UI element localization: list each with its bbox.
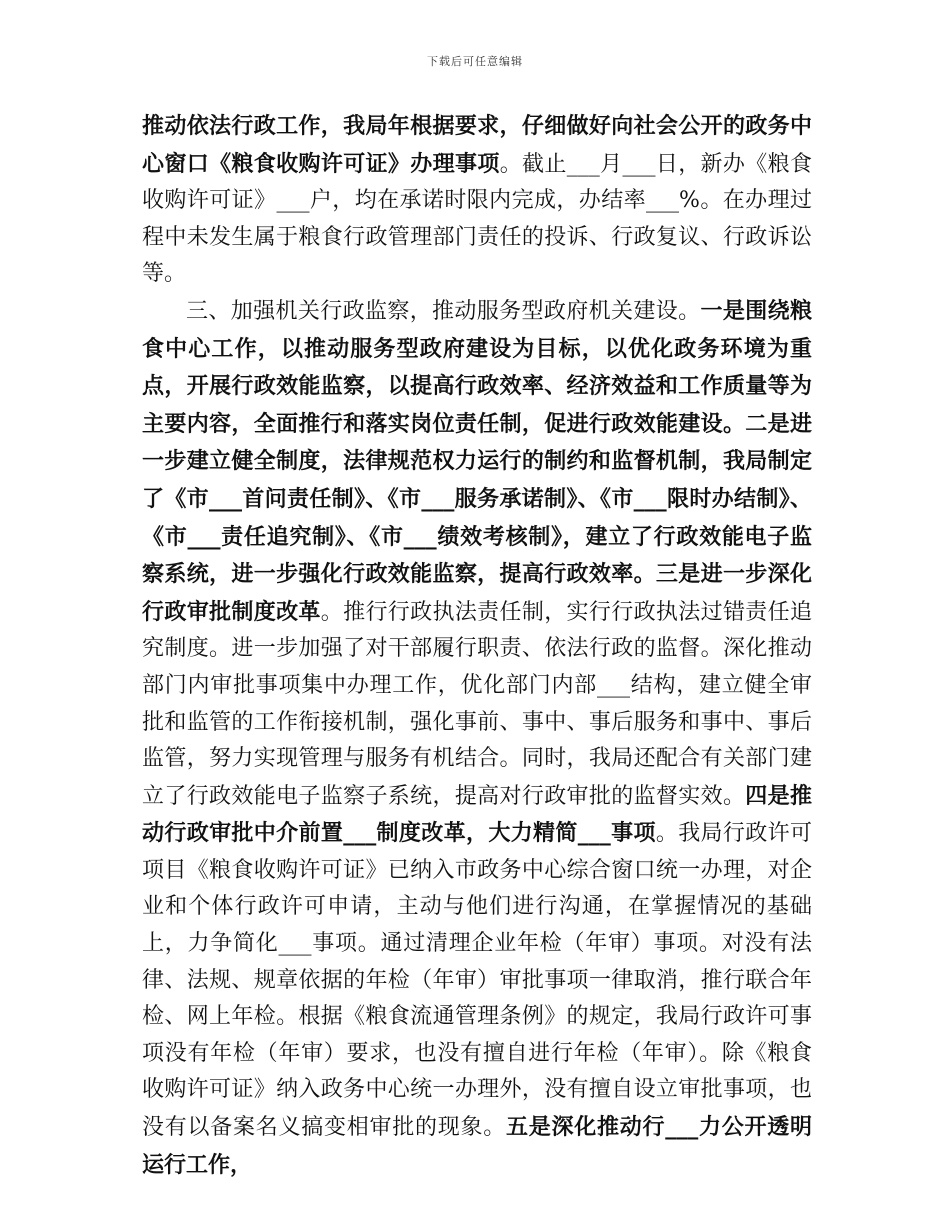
paragraph-1-text: 。截止___月___日，新办《粮食收购许可证》___户，均在承诺时限内完成，办结率___%。在办理过程中未发生属于粮食行政管理部门责任的投诉、行政复议、行政诉讼等。 <box>142 151 813 287</box>
paragraph-2 <box>142 293 812 1184</box>
point-five-bold: 五是深化推动行___力公开透明运行工作， <box>142 1114 812 1178</box>
document-body <box>142 108 812 1184</box>
page-header: 下载后可任意编辑 <box>427 55 523 68</box>
point-three-detail: 。推行行政执法责任制，实行行政执法过错责任追究制度。进一步加强了对干部履行职责、依法行政的监督。深化推动部门内审批事项集中办理工作，优化部门内部___结构，建立健全审批和监管的工作衔接机制，强化事前、事中、事后服务和事中、事后监管，努力实现管理与服务有机结合。同时，我局还配合有关部门建立了行政效能电子监察子系统，提高对行政审批的监督实效。 <box>142 599 812 809</box>
section-three-heading: 三、加强机关行政监察，推动服务型政府机关建设。 <box>186 298 701 324</box>
paragraph-1-bold-lead: 推动依法行政工作，我局年根据要求，仔细做好向社会公开的政务中心窗口《粮食收购许可证》办理事项 <box>142 113 812 177</box>
point-four-detail: 。我局行政许可项目《粮食收购许可证》已纳入市政务中心综合窗口统一办理，对企业和个体行政许可申请，主动与他们进行沟通，在掌握情况的基础上，力争简化___事项。通过清理企业年检（年审）事项。对没有法律、法规、规章依据的年检（年审）审批事项一律取消，推行联合年检、网上年检。根据《粮食流通管理条例》的规定，我局行政许可事项没有年检（年审）要求，也没有擅自进行年检（年审）。除《粮食收购许可证》纳入政务中心统一办理外，没有擅自设立审批事项，也没有以备案名义搞变相审批的现象。 <box>142 821 812 1141</box>
point-four-bold: 四是推动行政审批中介前置___制度改革，大力精简___事项 <box>142 782 812 847</box>
paragraph-1 <box>142 108 812 293</box>
points-one-to-three-bold: 一是围绕粮食中心工作，以推动服务型政府建设为目标，以优化政务环境为重点，开展行政效能监察，以提高行政效率、经济效益和工作质量等为主要内容，全面推行和落实岗位责任制，促进行政效能建设。二是进一步建立健全制度，法律规范权力运行的制约和监督机制，我局制定了《市___首问责任制》、《市___服务承诺制》、《市___限时办结制》、《市___责任追究制》、《市___绩效考核制》，建立了行政效能电子监察系统，进一步强化行政效能监察，提高行政效率。三是进一步深化行政审批制度改革 <box>142 297 812 625</box>
